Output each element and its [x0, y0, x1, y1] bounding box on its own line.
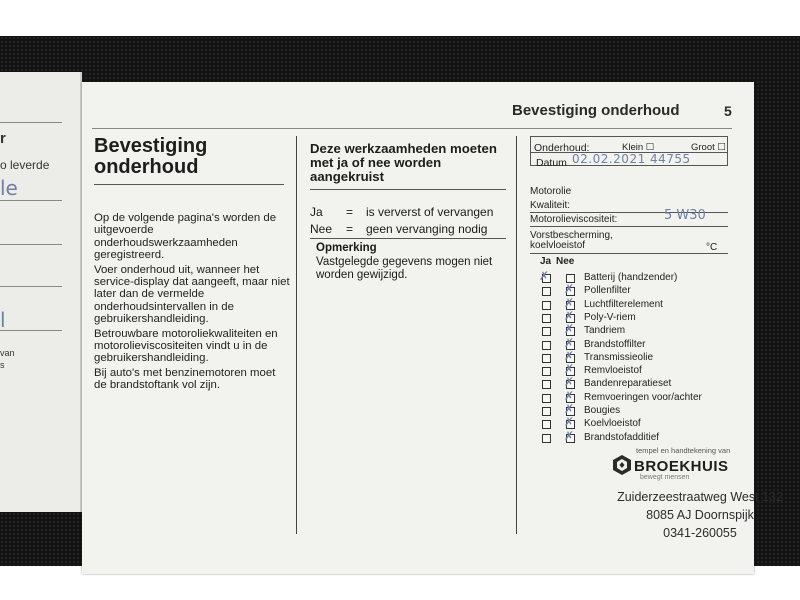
klein-checkbox-label[interactable]: Klein ☐: [622, 142, 655, 153]
datum-label: Datum: [536, 157, 567, 169]
vorst-line[interactable]: [530, 253, 728, 254]
section-title-line1: Bevestiging: [94, 135, 208, 157]
nee-check-mark: ✗: [564, 322, 575, 337]
left-page-handwriting: l: [0, 308, 6, 332]
ja-checkbox[interactable]: [542, 327, 551, 336]
checklist-row: [526, 335, 726, 352]
stamp-caption: tempel en handtekening van: [636, 446, 731, 455]
stamp-company: BROEKHUIS: [634, 458, 729, 475]
intro-paragraph: Betrouwbare motoroliekwaliteiten en motorolieviscositeiten vindt u in de gebruikershandleiding.: [94, 327, 278, 365]
checklist-item-label: Remvloeistof: [584, 365, 642, 377]
onderhoud-label: Onderhoud:: [534, 142, 590, 154]
viscositeit-label: Motorolieviscositeit:: [530, 214, 618, 225]
definition-value: geen vervanging nodig: [366, 222, 488, 236]
checklist-row: [526, 402, 726, 418]
ja-checkbox[interactable]: [542, 354, 551, 363]
checklist-row: [526, 322, 726, 338]
checklist-row: [526, 295, 726, 312]
nee-check-mark: ✗: [564, 415, 575, 430]
left-page-handwriting: le: [0, 176, 18, 200]
left-page-letter: r: [0, 130, 6, 147]
column-divider: [516, 136, 517, 534]
page-header-title: Bevestiging onderhoud: [512, 102, 680, 119]
viscositeit-line: [530, 226, 728, 227]
nee-check-mark: ✗: [564, 308, 575, 323]
left-page-text: o leverde: [0, 158, 50, 172]
definition-eq: =: [346, 222, 354, 236]
checklist-item-label: Brandstofadditief: [584, 431, 660, 443]
stamp-address-line: 0341-260055: [663, 526, 737, 540]
ja-checkbox[interactable]: [542, 287, 551, 296]
stamp-tagline: bewegt mensen: [640, 474, 690, 481]
groot-checkbox-label[interactable]: Groot ☐: [691, 142, 726, 153]
section-title: [94, 136, 290, 178]
nee-check-mark: ✗: [564, 388, 575, 403]
remark-rule: [310, 238, 506, 239]
viscositeit-handwritten-value[interactable]: 5 W30: [664, 208, 706, 223]
vorst-label-1: Vorstbescherming,: [530, 230, 613, 241]
stamp-address-line: 8085 AJ Doornspijk: [646, 508, 754, 522]
left-page-rule: [0, 122, 62, 123]
intro-paragraph: Voer onderhoud uit, wanneer het service-display dat aangeeft, maar niet later dan de vermelde onderhoudsintervallen in de gebruikershandleiding.: [94, 263, 290, 326]
checklist-row: [526, 362, 726, 378]
nee-check-mark: ✗: [564, 362, 575, 377]
checklist-row: [526, 375, 726, 391]
checklist-row: [526, 428, 726, 445]
checklist-item-label: Koelvloeistof: [584, 418, 641, 430]
checklist-item-label: Poly-V-riem: [584, 311, 636, 323]
definition-key: Nee: [310, 222, 333, 236]
instructions-column: [310, 142, 506, 190]
section-title-line2: onderhoud: [94, 156, 199, 178]
checklist-item-label: Luchtfilterelement: [584, 298, 663, 310]
stamp-address: [590, 488, 800, 542]
instructions-heading: Deze werkzaamheden moeten met ja of nee worden aangekruist: [310, 141, 497, 184]
maintenance-booklet-page: [82, 82, 783, 574]
checklist-item-label: Remvoeringen voor/achter: [584, 391, 702, 403]
column-divider: [296, 136, 297, 534]
left-page-rule: [0, 330, 62, 331]
definition-eq: =: [346, 205, 354, 219]
left-page-footer: van: [0, 348, 15, 358]
motorolie-label: Motorolie: [530, 186, 572, 197]
background-top: [0, 0, 800, 36]
page-number: 5: [724, 103, 732, 119]
ja-checkbox[interactable]: [542, 394, 551, 403]
checklist-row: [526, 282, 726, 298]
broekhuis-logo-icon: [612, 454, 632, 476]
ja-checkbox[interactable]: [542, 407, 551, 416]
title-rule: [94, 184, 284, 185]
left-page-footer: s: [0, 360, 5, 370]
nee-check-mark: ✗: [564, 348, 575, 363]
nee-check-mark: ✗: [564, 428, 575, 443]
ja-checkbox[interactable]: [542, 380, 551, 389]
ja-checkbox[interactable]: [542, 367, 551, 376]
left-page-rule: [0, 244, 62, 245]
stamp-address-line: Zuiderzeestraatweg West 132: [617, 490, 783, 504]
checklist-row: [526, 415, 726, 431]
definition-value: is ververst of vervangen: [366, 205, 494, 219]
ja-checkbox[interactable]: [542, 434, 551, 443]
checklist-row: [526, 388, 726, 405]
left-page-rule: [0, 286, 62, 287]
nee-check-mark: ✗: [564, 375, 575, 390]
header-rule: [92, 128, 732, 129]
ja-checkbox[interactable]: [542, 314, 551, 323]
previous-page: [0, 72, 82, 512]
intro-text: [94, 212, 290, 394]
instructions-rule: [310, 189, 506, 190]
checklist-item-label: Bandenreparatieset: [584, 378, 672, 390]
page-header: [82, 82, 754, 119]
nee-check-mark: ✗: [564, 282, 575, 297]
checklist-item-label: Brandstoffilter: [584, 338, 646, 350]
remark-text: Vastgelegde gegevens mogen niet worden gewijzigd.: [316, 256, 493, 281]
checklist-item-label: Pollenfilter: [584, 285, 631, 297]
definition-key: Ja: [310, 205, 323, 219]
checklist-item-label: Bougies: [584, 405, 621, 416]
remark-heading: Opmerking: [316, 242, 377, 254]
checklist-item-label: Batterij (handzender): [584, 272, 678, 283]
checklist-row: [526, 348, 726, 365]
ja-header: Ja: [540, 256, 552, 267]
kwaliteit-label: Kwaliteit:: [530, 200, 571, 211]
ja-checkbox[interactable]: [542, 420, 551, 429]
nee-check-mark: ✗: [564, 295, 575, 310]
checklist-item-label: Tandriem: [584, 325, 626, 337]
checklist-row: [526, 269, 726, 285]
datum-handwritten-value[interactable]: 02.02.2021 44755: [572, 152, 691, 166]
nee-check-mark: ✗: [564, 335, 575, 350]
vorst-unit: °C: [706, 242, 718, 253]
intro-column: [94, 136, 290, 185]
ja-check-mark: ✗: [539, 269, 550, 283]
ja-checkbox[interactable]: [542, 341, 551, 350]
left-page-rule: [0, 200, 62, 201]
checklist-row: [526, 308, 726, 325]
intro-paragraph: Bij auto's met benzinemotoren moet de brandstoftank vol zijn.: [94, 366, 276, 392]
nee-check-mark: ✗: [564, 402, 575, 416]
intro-paragraph: Op de volgende pagina's worden de uitgevoerde onderhoudswerkzaamheden geregistreerd.: [94, 212, 277, 262]
vorst-label-2: koelvloeistof: [530, 240, 586, 251]
ja-checkbox[interactable]: [542, 301, 551, 310]
nee-header: Nee: [556, 256, 575, 267]
checklist-item-label: Transmissieolie: [584, 351, 654, 363]
